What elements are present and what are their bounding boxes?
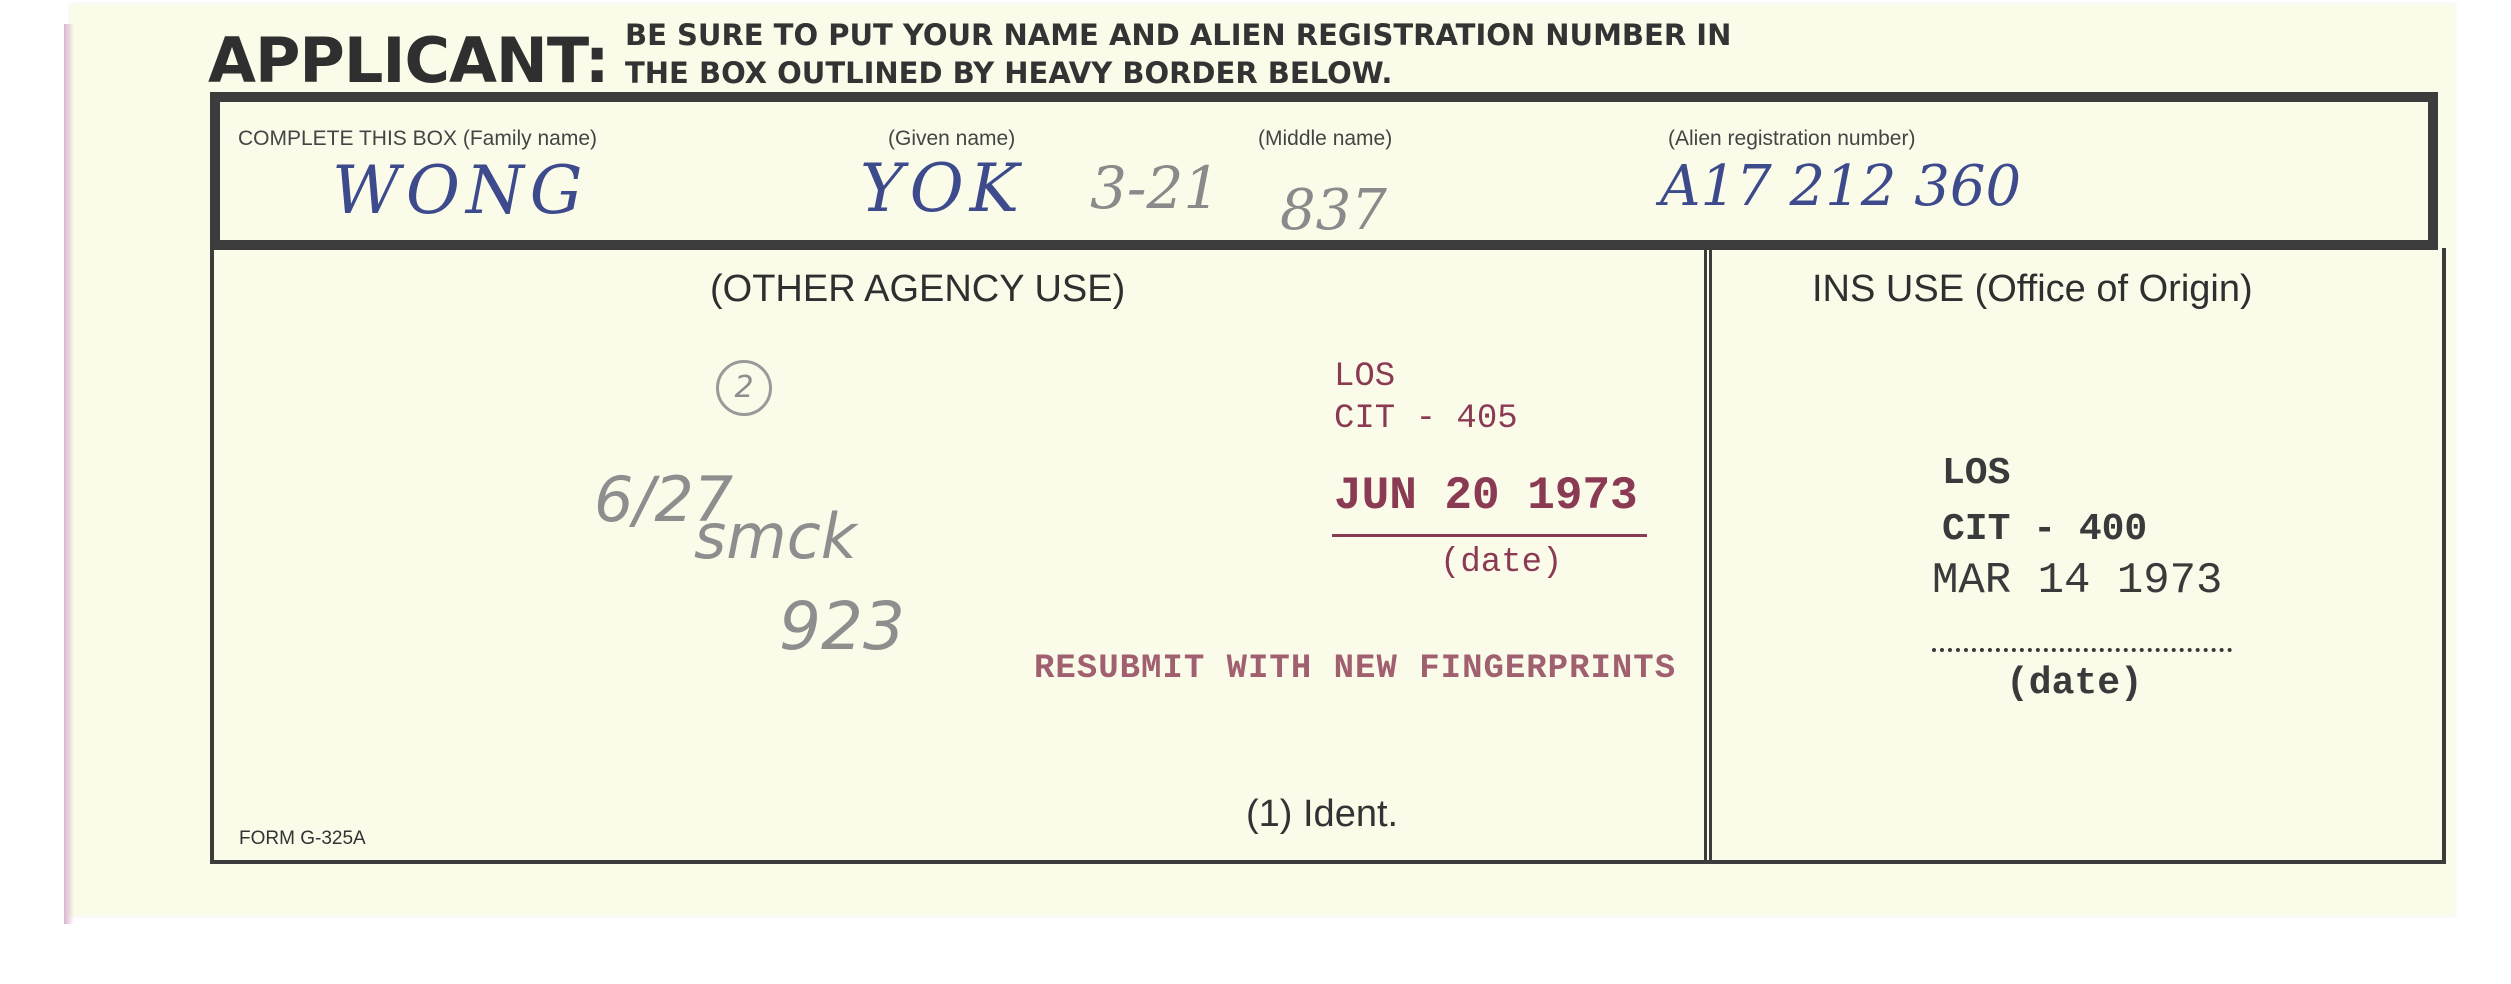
ins-use-title: INS USE (Office of Origin): [1812, 268, 2253, 310]
label-family-name: COMPLETE THIS BOX (Family name): [238, 127, 598, 150]
pencil-note-date: 6/27: [594, 463, 734, 536]
applicant-instructions: [625, 16, 1731, 92]
ins-stamp-line-1: LOS: [1942, 452, 2011, 495]
ins-date-line: [1932, 648, 2232, 652]
middle-pencil-note: 3-21: [1090, 154, 1221, 222]
instruction-line-2: THE BOX OUTLINED BY HEAVY BORDER BELOW.: [625, 56, 1393, 90]
label-middle-name: (Middle name): [1258, 127, 1393, 150]
applicant-title: APPLICANT:: [208, 24, 609, 97]
label-given-name: (Given name): [888, 127, 1016, 150]
label-alien-number: (Alien registration number): [1668, 127, 1916, 150]
pencil-note-number: 923: [779, 588, 905, 665]
instruction-line-1: BE SURE TO PUT YOUR NAME AND ALIEN REGISTRATION NUMBER IN: [625, 18, 1732, 52]
middle-pencil-note-2: 837: [1280, 178, 1387, 243]
section-divider: [1704, 248, 1712, 860]
resubmit-stamp: RESUBMIT WITH NEW FINGERPRINTS: [1034, 650, 1677, 688]
other-stamp-line-1: LOS: [1334, 358, 1396, 396]
ident-label: (1) Ident.: [1246, 793, 1399, 835]
ins-date-caption: (date): [2006, 662, 2143, 705]
pencil-circled-number: 2: [716, 360, 772, 416]
alien-number-value: A17 212 360: [1660, 154, 2022, 219]
family-name-value: WONG: [332, 152, 589, 229]
form-card: [70, 4, 2455, 916]
agency-section: [210, 248, 2446, 864]
other-date-line: [1332, 534, 1647, 537]
ins-stamp-date: MAR 14 1973: [1932, 556, 2223, 606]
other-stamp-line-2: CIT - 405: [1334, 400, 1518, 438]
pencil-note-initials: smck: [694, 500, 857, 573]
other-stamp-date: JUN 20 1973: [1334, 470, 1638, 522]
other-agency-title: (OTHER AGENCY USE): [710, 268, 1126, 310]
form-number: FORM G-325A: [239, 828, 366, 849]
ins-stamp-line-2: CIT - 400: [1942, 508, 2148, 551]
other-date-caption: (date): [1440, 544, 1563, 582]
given-name-value: YOK: [860, 150, 1025, 227]
name-box: [210, 92, 2438, 250]
